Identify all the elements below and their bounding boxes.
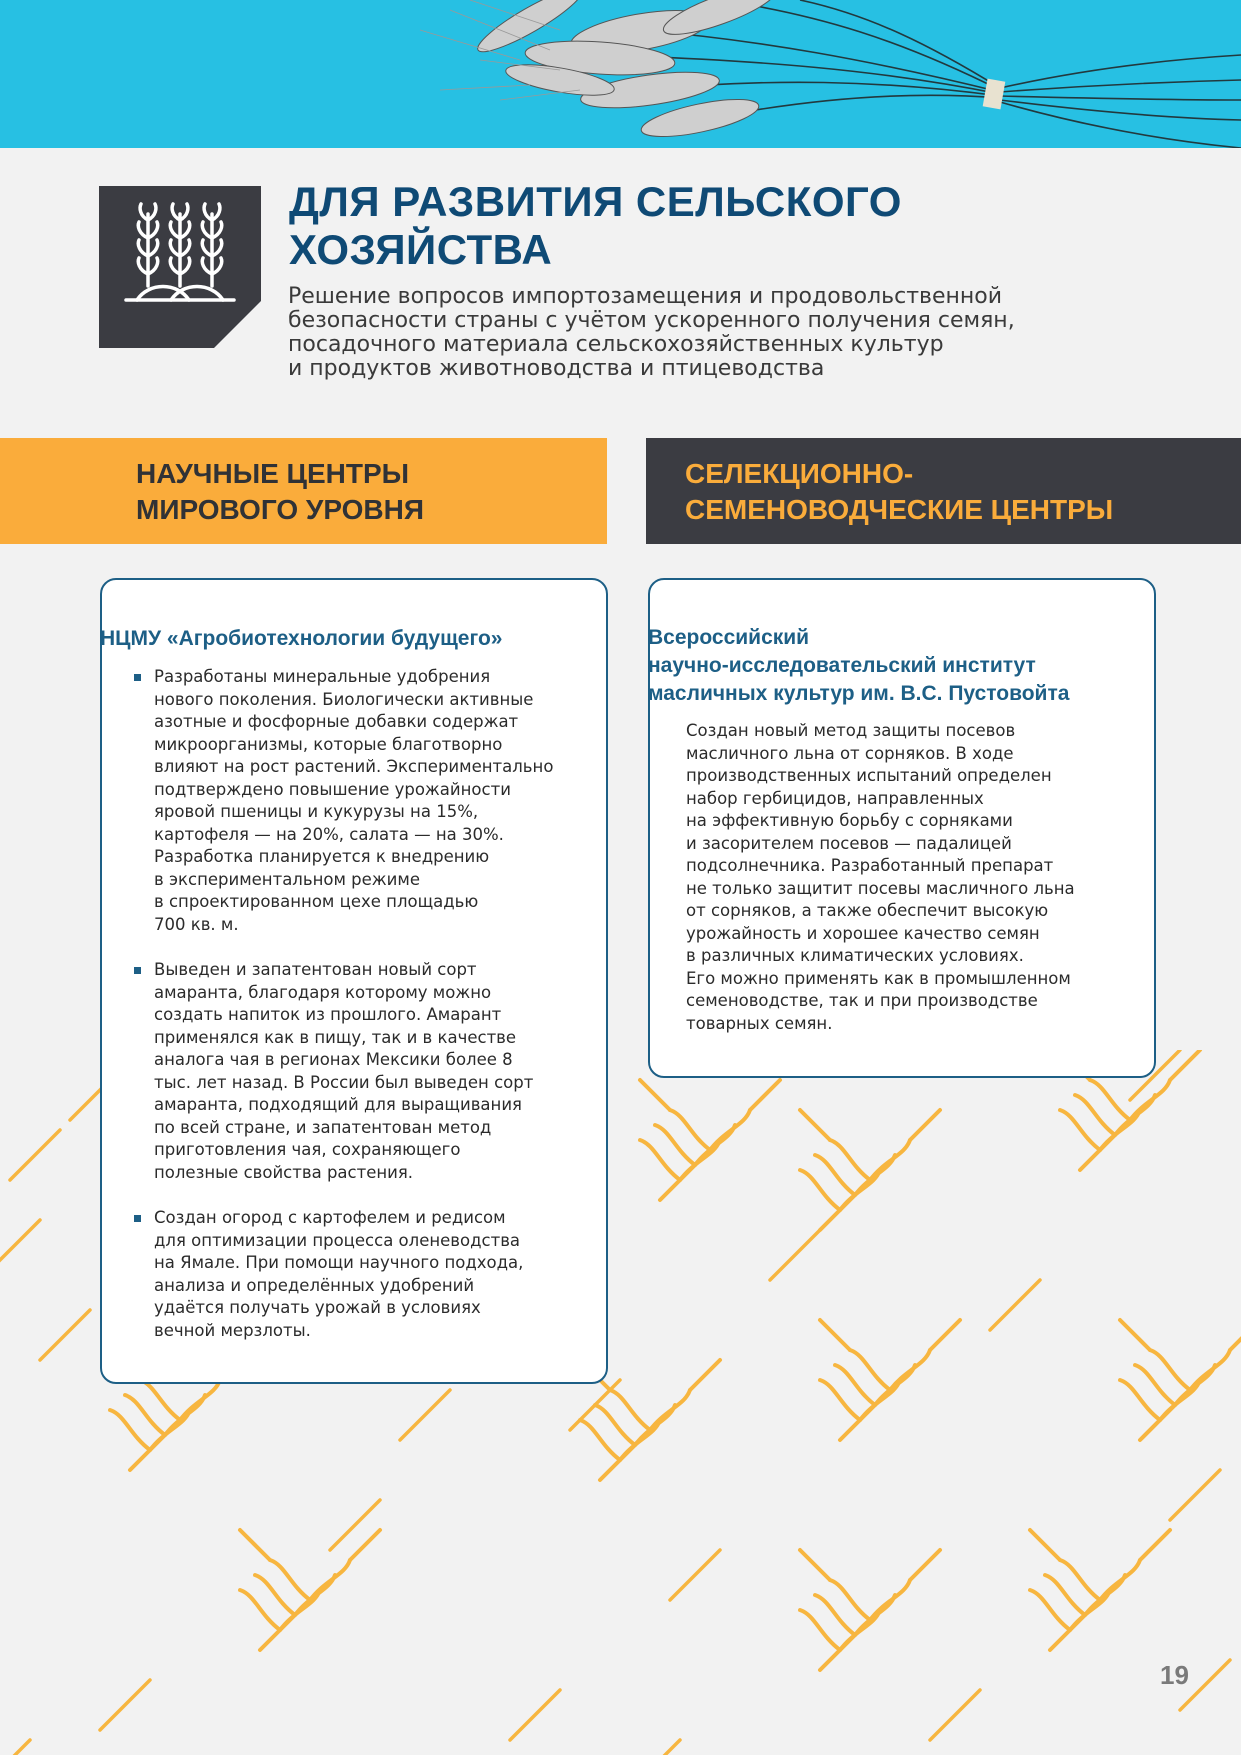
text-line: набор гербицидов, направленных: [686, 788, 984, 808]
text-line: Его можно применять как в промышленном: [686, 968, 1071, 988]
card-title-line: научно-исследовательский институт: [648, 654, 1036, 677]
text-line: полезные свойства растения.: [154, 1162, 414, 1182]
text-line: подсолнечника. Разработанный препарат: [686, 856, 1054, 875]
card-breeding-center: [648, 578, 1156, 1078]
card-title-line: НЦМУ «Агробиотехнологии будущего»: [100, 627, 503, 650]
text-line: азотные и фосфорные добавки содержат: [154, 712, 519, 731]
card-title-line: масличных культур им. В.С. Пустовойта: [648, 682, 1070, 705]
text-line: Выведен и запатентован новый сорт: [154, 960, 477, 979]
text-line: для оптимизации процесса оленеводства: [154, 1230, 521, 1250]
banner-label: [136, 456, 424, 528]
page-subtitle: [288, 285, 1088, 381]
text-line: на эффективную борьбу с сорняками: [686, 811, 1013, 830]
text-line: приготовления чая, сохраняющего: [154, 1140, 461, 1159]
text-line: от сорняков, а также обеспечит высокую: [686, 901, 1049, 920]
text-line: на Ямале. При помощи научного подхода,: [154, 1253, 524, 1272]
banner-label-line: СЕМЕНОВОДЧЕСКИЕ ЦЕНТРЫ: [685, 494, 1114, 525]
text-line: в экспериментальном режиме: [154, 869, 420, 889]
card-body: [686, 720, 1146, 1035]
page-title: [289, 178, 1189, 274]
bullet-icon: [134, 674, 141, 681]
text-line: подтверждено повышение урожайности: [154, 779, 511, 799]
text-line: амаранта, подходящий для выращивания: [154, 1095, 522, 1114]
text-line: нового поколения. Биологически активные: [154, 689, 534, 709]
text-line: влияют на рост растений. Экспериментально: [154, 757, 554, 776]
text-line: по всей стране, и запатентован метод: [154, 1117, 492, 1137]
card-title: [100, 625, 502, 653]
banner-label: [685, 456, 1113, 528]
banner-breeding-centers: [646, 438, 1241, 544]
text-line: и засорителем посевов — падалицей: [686, 833, 1012, 853]
banner-label-line: НАУЧНЫЕ ЦЕНТРЫ: [136, 458, 410, 489]
banner-label-line: СЕЛЕКЦИОННО-: [685, 458, 914, 489]
text-line: в различных климатических условиях.: [686, 946, 1024, 965]
subtitle-line: безопасности страны с учётом ускоренного получения семян,: [288, 308, 1015, 333]
text-line: Создан огород с картофелем и редисом: [154, 1208, 506, 1227]
text-line: анализа и определённых удобрений: [154, 1275, 475, 1295]
text-line: Разработаны минеральные удобрения: [154, 667, 491, 686]
banner-world-class-centers: [0, 438, 607, 544]
text-line: семеноводстве, так и при производстве: [686, 991, 1038, 1010]
text-line: 700 кв. м.: [154, 914, 239, 934]
card-title-line: Всероссийский: [648, 626, 810, 649]
page-title-line: ХОЗЯЙСТВА: [289, 226, 553, 273]
text-line: микроорганизмы, которые благотворно: [154, 734, 503, 754]
text-line: амаранта, благодаря которому можно: [154, 982, 492, 1002]
banner-label-line: МИРОВОГО УРОВНЯ: [136, 494, 424, 525]
page-title-line: ДЛЯ РАЗВИТИЯ СЕЛЬСКОГО: [289, 178, 902, 225]
page-number: 19: [1160, 1660, 1189, 1690]
text-line: удаётся получать урожай в условиях: [154, 1298, 481, 1317]
text-line: тыс. лет назад. В России был выведен сорт: [154, 1072, 534, 1092]
wheat-field-icon: [99, 186, 261, 348]
list-item: [134, 959, 604, 1184]
text-line: производственных испытаний определен: [686, 766, 1052, 785]
text-line: товарных семян.: [686, 1013, 833, 1033]
text-line: Разработка планируется к внедрению: [154, 847, 490, 866]
text-line: урожайность и хорошее качество семян: [686, 923, 1040, 943]
text-line: не только защитит посевы масличного льна: [686, 878, 1075, 898]
text-line: создать напиток из прошлого. Амарант: [154, 1005, 502, 1024]
subtitle-line: Решение вопросов импортозамещения и продовольственной: [288, 284, 1003, 309]
text-line: Создан новый метод защиты посевов: [686, 721, 1016, 740]
text-line: аналога чая в регионах Мексики более 8: [154, 1050, 513, 1069]
list-item: [134, 1207, 604, 1342]
card-title: [648, 624, 1069, 708]
subtitle-line: посадочного материала сельскохозяйственных культур: [288, 332, 944, 357]
text-line: масличного льна от сорняков. В ходе: [686, 743, 1014, 763]
text-line: в спроектированном цехе площадью: [154, 892, 479, 911]
card-world-class-center: [100, 578, 608, 1384]
list-item: [134, 666, 604, 936]
subtitle-line: и продуктов животноводства и птицеводства: [288, 356, 825, 381]
bullet-icon: [134, 967, 141, 974]
text-line: применялся как в пищу, так и в качестве: [154, 1027, 517, 1047]
text-line: яровой пшеницы и кукурузы на 15%,: [154, 802, 479, 821]
achievement-list: [134, 666, 604, 1365]
wheat-sheaf-image: [0, 0, 1241, 148]
hero-banner: [0, 0, 1241, 148]
bullet-icon: [134, 1215, 141, 1222]
text-line: вечной мерзлоты.: [154, 1320, 311, 1340]
text-line: картофеля — на 20%, салата — на 30%.: [154, 824, 504, 844]
